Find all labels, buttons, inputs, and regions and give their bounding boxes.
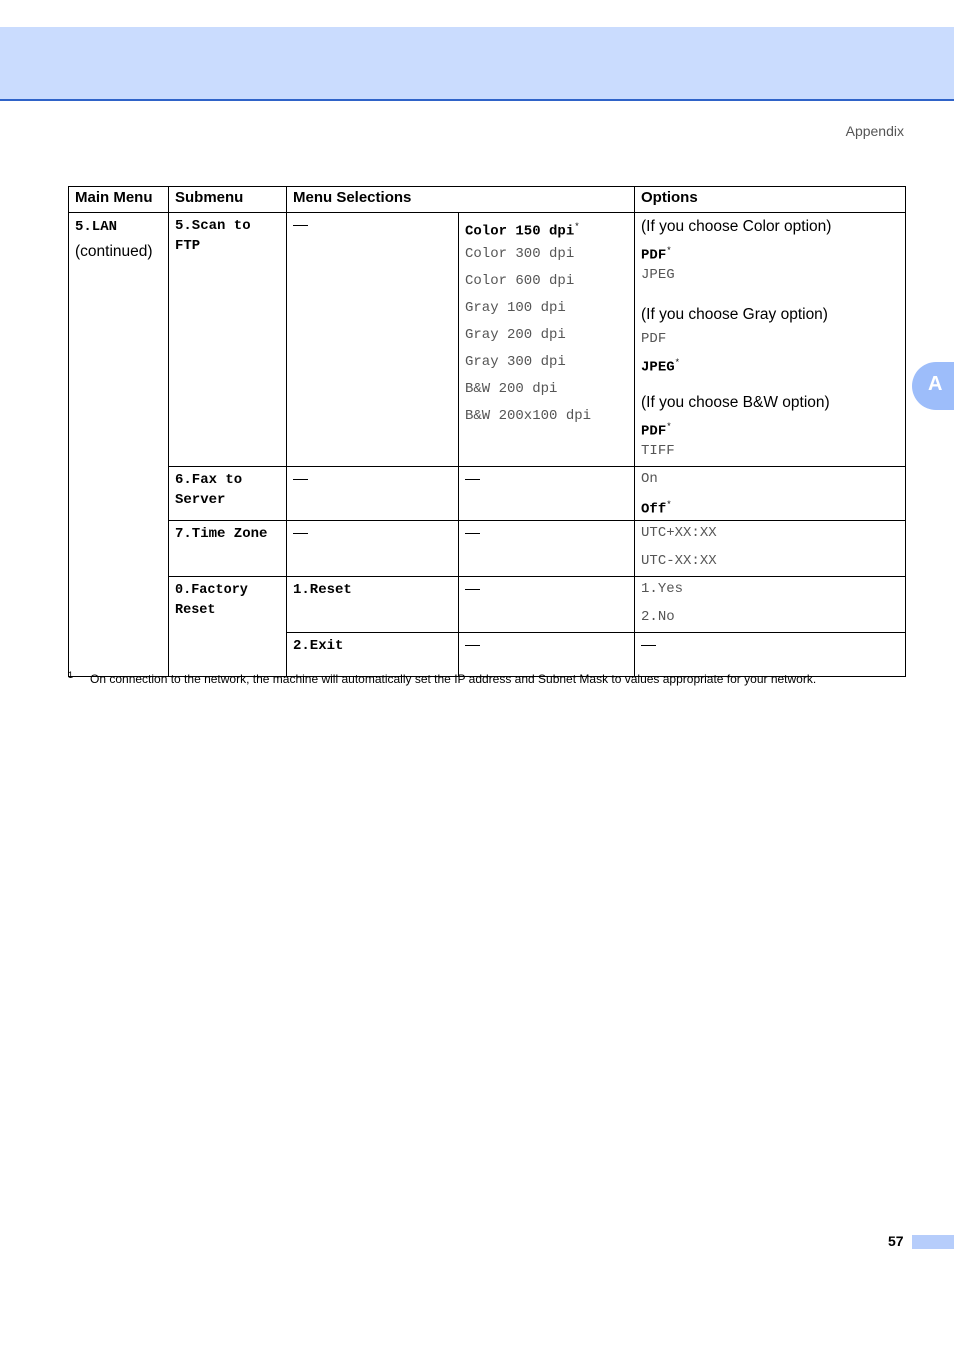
selection-item: Color 600 dpi — [465, 273, 575, 289]
dash-mark — [465, 645, 480, 646]
col-options: Options — [635, 187, 906, 213]
table-row — [69, 521, 906, 577]
col-main-menu: Main Menu — [69, 187, 169, 213]
submenu-label: 0.Factory Reset — [175, 583, 248, 618]
selection-values — [459, 577, 635, 633]
selection-label: 2.Exit — [293, 638, 344, 654]
option-item: PDF — [641, 247, 667, 264]
option-item: JPEG — [641, 359, 675, 376]
submenu-fax-to-server — [169, 467, 287, 521]
table-row — [69, 577, 906, 633]
option-item: JPEG — [641, 267, 675, 283]
option-heading: (If you choose Color option) — [641, 218, 832, 235]
option-item: PDF — [641, 331, 667, 347]
col-menu-selections: Menu Selections — [287, 187, 635, 213]
table-header-row — [69, 187, 906, 213]
options-cell — [635, 521, 906, 577]
options-cell — [635, 577, 906, 633]
appendix-tab — [912, 362, 954, 410]
option-item: 1.Yes — [641, 581, 684, 597]
selection-values — [459, 633, 635, 677]
selection-item: Color 300 dpi — [465, 246, 575, 262]
option-item: UTC-XX:XX — [641, 553, 717, 569]
section-title: Appendix — [845, 123, 904, 139]
selection-reset — [287, 577, 459, 633]
submenu-factory-reset — [169, 577, 287, 677]
main-menu-cell — [69, 213, 169, 677]
options-cell: (If you choose Color option) PDF* JPEG (If you choose Gray option) PDF JPEG* (If you choose B&W option) PDF* TIFF — [635, 213, 906, 467]
submenu-label: 7.Time Zone — [175, 526, 268, 542]
selection-item: Color 150 dpi — [465, 223, 575, 240]
selection-exit — [287, 633, 459, 677]
selection-item: Gray 300 dpi — [465, 354, 566, 370]
table-row — [69, 467, 906, 521]
main-menu-code: 5.LAN — [75, 219, 118, 235]
selection-item: B&W 200x100 dpi — [465, 408, 592, 424]
dash-mark — [465, 479, 480, 480]
page-chip — [912, 1235, 954, 1249]
selection-values — [459, 467, 635, 521]
dash-mark — [465, 589, 480, 590]
options-cell — [635, 633, 906, 677]
dash-mark — [465, 533, 480, 534]
selection-cell — [287, 467, 459, 521]
option-item: TIFF — [641, 443, 675, 459]
table-row — [69, 213, 906, 467]
option-item: Off — [641, 501, 667, 518]
selection-values: Color 150 dpi* Color 300 dpi Color 600 dpi Gray 100 dpi Gray 200 dpi Gray 300 dpi B&W 200 dpi B&W 200x100 dpi — [459, 213, 635, 467]
col-submenu: Submenu — [169, 187, 287, 213]
page-number: 57 — [888, 1233, 904, 1249]
tab-letter: A — [928, 373, 943, 395]
header-band — [0, 27, 954, 101]
selection-item: Gray 200 dpi — [465, 327, 566, 343]
submenu-label: 5.Scan to FTP — [175, 218, 251, 254]
submenu-label: 6.Fax to Server — [175, 472, 243, 508]
selection-item: B&W 200 dpi — [465, 381, 558, 397]
footnote-marker: 1 — [68, 670, 74, 680]
selection-label: 1.Reset — [293, 582, 352, 598]
dash-mark — [293, 225, 308, 226]
selection-values — [459, 521, 635, 577]
selection-cell — [287, 213, 459, 467]
option-item: UTC+XX:XX — [641, 525, 717, 541]
dash-mark — [293, 479, 308, 480]
dash-mark — [641, 645, 656, 646]
menu-table — [68, 186, 906, 677]
options-cell: On Off* — [635, 467, 906, 521]
option-heading: (If you choose B&W option) — [641, 394, 830, 411]
selection-item: Gray 100 dpi — [465, 300, 566, 316]
option-item: 2.No — [641, 609, 675, 625]
submenu-scan-to-ftp — [169, 213, 287, 467]
selection-cell — [287, 521, 459, 577]
dash-mark — [293, 533, 308, 534]
option-item: On — [641, 471, 658, 487]
submenu-time-zone — [169, 521, 287, 577]
option-item: PDF — [641, 423, 667, 440]
option-heading: (If you choose Gray option) — [641, 306, 828, 323]
footnote-text: On connection to the network, the machine will automatically set the IP address and Subnet Mask to values appropriate for your network. — [90, 672, 817, 686]
main-menu-note: (continued) — [75, 243, 153, 260]
